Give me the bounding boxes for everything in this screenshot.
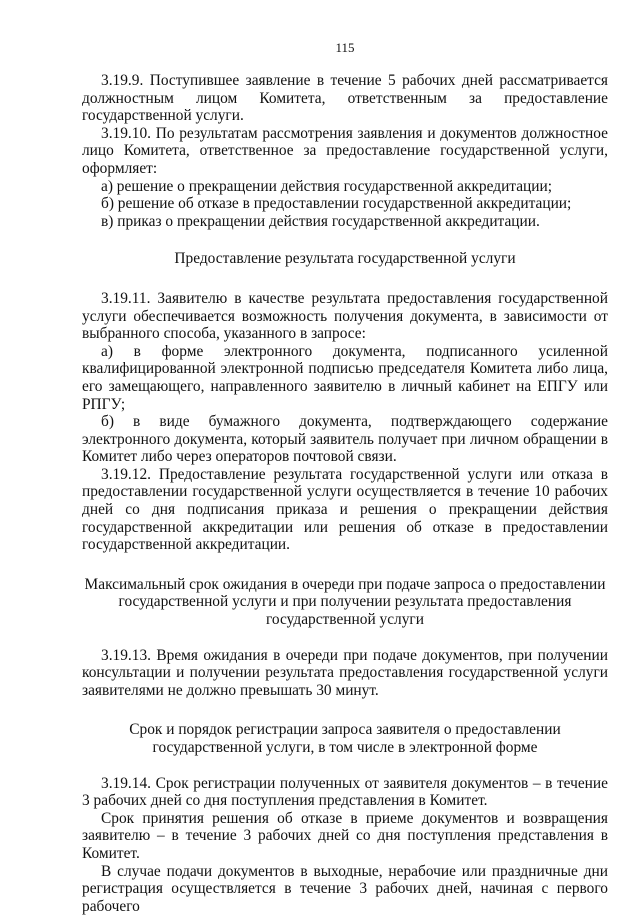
section-heading-result: Предоставление результата государственной услуги: [174, 250, 516, 268]
paragraph-holidays: В случае подачи документов в выходные, нерабочие или праздничные дни регистрация осуществляется в течение 3 рабочих дней, начиная с первого рабочего: [82, 862, 608, 915]
list-item-b: б) решение об отказе в предоставлении государственной аккредитации;: [101, 195, 572, 213]
paragraph-3-19-12: 3.19.12. Предоставление результата государственной услуги или отказа в предоставлении государственной услуги осуществляется в течение 10 рабочих дней со дня подписания приказа и решения о прекращении действия государственной аккредитации или решения об отказе в предоставлении государственной аккредитации.: [82, 465, 608, 554]
list-item-a: а) решение о прекращении действия государственной аккредитации;: [101, 177, 553, 195]
list-item-paper: б) в виде бумажного документа, подтверждающего содержание электронного документа, который заявитель получает при личном обращении в Комитет либо через операторов почтовой связи.: [82, 413, 608, 466]
paragraph-3-19-14: 3.19.14. Срок регистрации полученных от заявителя документов – в течение 3 рабочих дней со дня поступления представления в Комитет.: [82, 774, 608, 810]
section-heading-queue-time: Максимальный срок ожидания в очереди при подаче запроса о предоставлении государственной услуги и при получении результата предоставления государственной услуги: [84, 575, 606, 629]
paragraph-3-19-9: 3.19.9. Поступившее заявление в течение 5 рабочих дней рассматривается должностным лицом Комитета, ответственным за предоставление государственной услуги.: [82, 72, 608, 125]
paragraph-3-19-13: 3.19.13. Время ожидания в очереди при подаче документов, при получении консультации и получении результата предоставления государственной услуги заявителями не должно превышать 30 минут.: [82, 646, 608, 699]
list-item-c: в) приказ о прекращении действия государственной аккредитации.: [101, 212, 540, 230]
list-item-electronic: а) в форме электронного документа, подписанного усиленной квалифицированной электронной подписью председателя Комитета либо лица, его замещающего, направленного заявителю в личный кабинет на ЕПГУ или РПГУ;: [82, 342, 608, 413]
section-heading-registration: Срок и порядок регистрации запроса заявителя о предоставлении государственной услуги, в том числе в электронной форме: [129, 721, 561, 756]
page-number: 115: [335, 40, 355, 55]
paragraph-3-19-10: 3.19.10. По результатам рассмотрения заявления и документов должностное лицо Комитета, ответственное за предоставление государственной услуги, оформляет:: [82, 124, 608, 177]
paragraph-3-19-11: 3.19.11. Заявителю в качестве результата предоставления государственной услуги обеспечивается возможность получения документа, в зависимости от выбранного способа, указанного в запросе:: [82, 289, 608, 343]
paragraph-refusal-term: Срок принятия решения об отказе в приеме документов и возвращения заявителю – в течение 3 рабочих дней со дня поступления представления в Комитет.: [82, 809, 608, 862]
